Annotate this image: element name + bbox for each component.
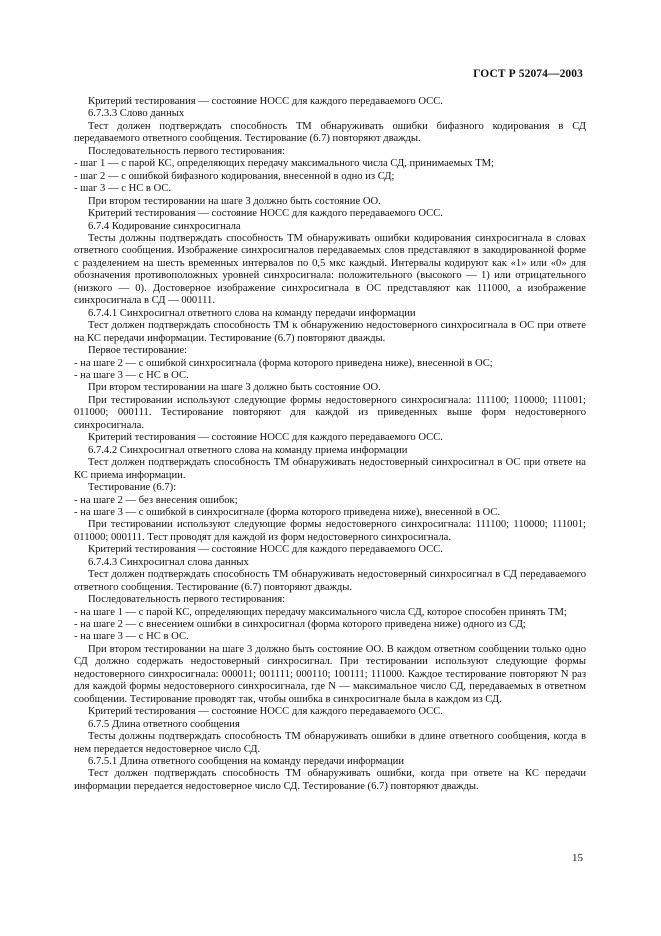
list-item: - шаг 2 — с ошибкой бифазного кодирования, внесенной в одно из СД; <box>74 170 395 182</box>
document-header: ГОСТ Р 52074—2003 <box>473 68 583 80</box>
list-item: - на шаге 2 — без внесения ошибок; <box>74 494 238 506</box>
section-heading: 6.7.4.2 Синхросигнал ответного слова на команду приема информации <box>88 444 408 456</box>
section-heading: 6.7.3.3 Слово данных <box>88 108 185 120</box>
paragraph: Критерий тестирования — состояние НОСС для каждого передаваемого ОСС. <box>88 432 443 444</box>
paragraph: Тест должен подтверждать способность ТМ обнаруживать недостоверный синхросигнал в СД передаваемого ответного сообщения. Тестирование (6.7) повторяют дважды. <box>74 569 586 593</box>
paragraph: Последовательность первого тестирования: <box>88 594 286 606</box>
paragraph: При втором тестировании на шаге 3 должно быть состояние ОО. <box>88 382 381 394</box>
list-item: - на шаге 2 — с внесением ошибки в синхросигнал (форма которого приведена ниже) одного из СД; <box>74 619 526 631</box>
section-heading: 6.7.5.1 Длина ответного сообщения на команду передачи информации <box>88 756 405 768</box>
paragraph: Последовательность первого тестирования: <box>88 145 286 157</box>
list-item: - на шаге 2 — с ошибкой синхросигнала (форма которого приведена ниже), внесенной в ОС; <box>74 357 493 369</box>
document-body <box>74 96 586 793</box>
list-item: - на шаге 3 — с ошибкой в синхросигнале (форма которого приведена ниже), внесенной в ОС. <box>74 506 501 518</box>
paragraph: При тестировании используют следующие формы недостоверного синхросигнала: 111100; 110000; 111001; 011000; 000111. Тест проводят для каждой из форм недостоверного синхросигнала. <box>74 519 586 543</box>
list-item: - на шаге 3 — с НС в ОС. <box>74 631 189 643</box>
page-number: 15 <box>572 852 583 864</box>
list-item: - на шаге 3 — с НС в ОС. <box>74 369 189 381</box>
paragraph: Тест должен подтверждать способность ТМ к обнаружению недостоверного синхросигнала в ОС при ответе на КС передачи информации. Тестирование (6.7) повторяют дважды. <box>74 320 586 344</box>
paragraph: Тест должен подтверждать способность ТМ обнаруживать недостоверный синхросигнал в ОС при ответе на КС приема информации. <box>74 457 586 481</box>
list-item: - шаг 3 — с НС в ОС. <box>74 183 172 195</box>
section-heading: 6.7.4 Кодирование синхросигнала <box>88 220 241 232</box>
paragraph: При втором тестировании на шаге 3 должно быть состояние ОО. <box>88 195 381 207</box>
paragraph: Тестирование (6.7): <box>88 482 177 494</box>
paragraph: Тест должен подтверждать способность ТМ обнаруживать ошибки бифазного кодирования в СД передаваемого ответного сообщения. Тестирование (6.7) повторяют дважды. <box>74 120 586 145</box>
paragraph: При тестировании используют следующие формы недостоверного синхросигнала: 111100; 110000; 111001; 011000; 000111. Тестирование повторяют для каждой из приведенных выше форм недостоверного синхросигнала. <box>74 394 586 431</box>
section-heading: 6.7.4.3 Синхросигнал слова данных <box>88 556 249 568</box>
section-heading: 6.7.4.1 Синхросигнал ответного слова на команду передачи информации <box>88 307 416 319</box>
paragraph: Критерий тестирования — состояние НОСС для каждого передаваемого ОСС. <box>88 706 443 718</box>
section-heading: 6.7.5 Длина ответного сообщения <box>88 718 240 730</box>
paragraph: Тесты должны подтверждать способность ТМ обнаруживать ошибки в длине ответного сообщения, когда в нем передается недостоверное число СД. <box>74 731 586 755</box>
paragraph: Первое тестирование: <box>88 345 188 357</box>
list-item: - на шаге 1 — с парой КС, определяющих передачу максимального числа СД, которое способен принять ТМ; <box>74 606 567 618</box>
paragraph: Критерий тестирования — состояние НОСС для каждого передаваемого ОСС. <box>88 96 443 107</box>
paragraph: Критерий тестирования — состояние НОСС для каждого передаваемого ОСС. <box>88 208 443 220</box>
paragraph: Тесты должны подтверждать способность ТМ обнаруживать ошибки кодирования синхросигнала в словах ответного сообщения. Изображение синхросигналов передаваемых слов представляют в закодированной форме с разделением на шесть временных интервалов по 0,5 мкс каждый. Интервалы кодируют как «1» или «0» для обозначения противоположных уровней синхросигнала: положительного (высокого — 1) или отрицательного (низкого — 0). Достоверное изображение синхросигнала в ОС представляют как 111000, а изображение синхросигнала в СД — 000111. <box>74 232 586 307</box>
paragraph: Тест должен подтверждать способность ТМ обнаруживать ошибки, когда при ответе на КС передачи информации передается недостоверное число СД. Тестирование (6.7) повторяют дважды. <box>74 768 586 792</box>
paragraph: Критерий тестирования — состояние НОСС для каждого передаваемого ОСС. <box>88 544 443 556</box>
list-item: - шаг 1 — с парой КС, определяющих передачу максимального числа СД, принимаемых ТМ; <box>74 158 494 170</box>
paragraph: При втором тестировании на шаге 3 должно быть состояние ОО. В каждом ответном сообщении только одно СД должно содержать недостоверный синхросигнал. При тестировании используют следующие формы недостоверного синхросигнала: 000011; 001111; 000110; 100111; 111000. Каждое тестирование повторяют N раз для каждой формы недостоверного синхросигнала, где N — максимальное число СД, передаваемых в ответном сообщении. Тестирование проводят так, чтобы ошибка в синхросигнале была в каждом из СД. <box>74 643 586 705</box>
